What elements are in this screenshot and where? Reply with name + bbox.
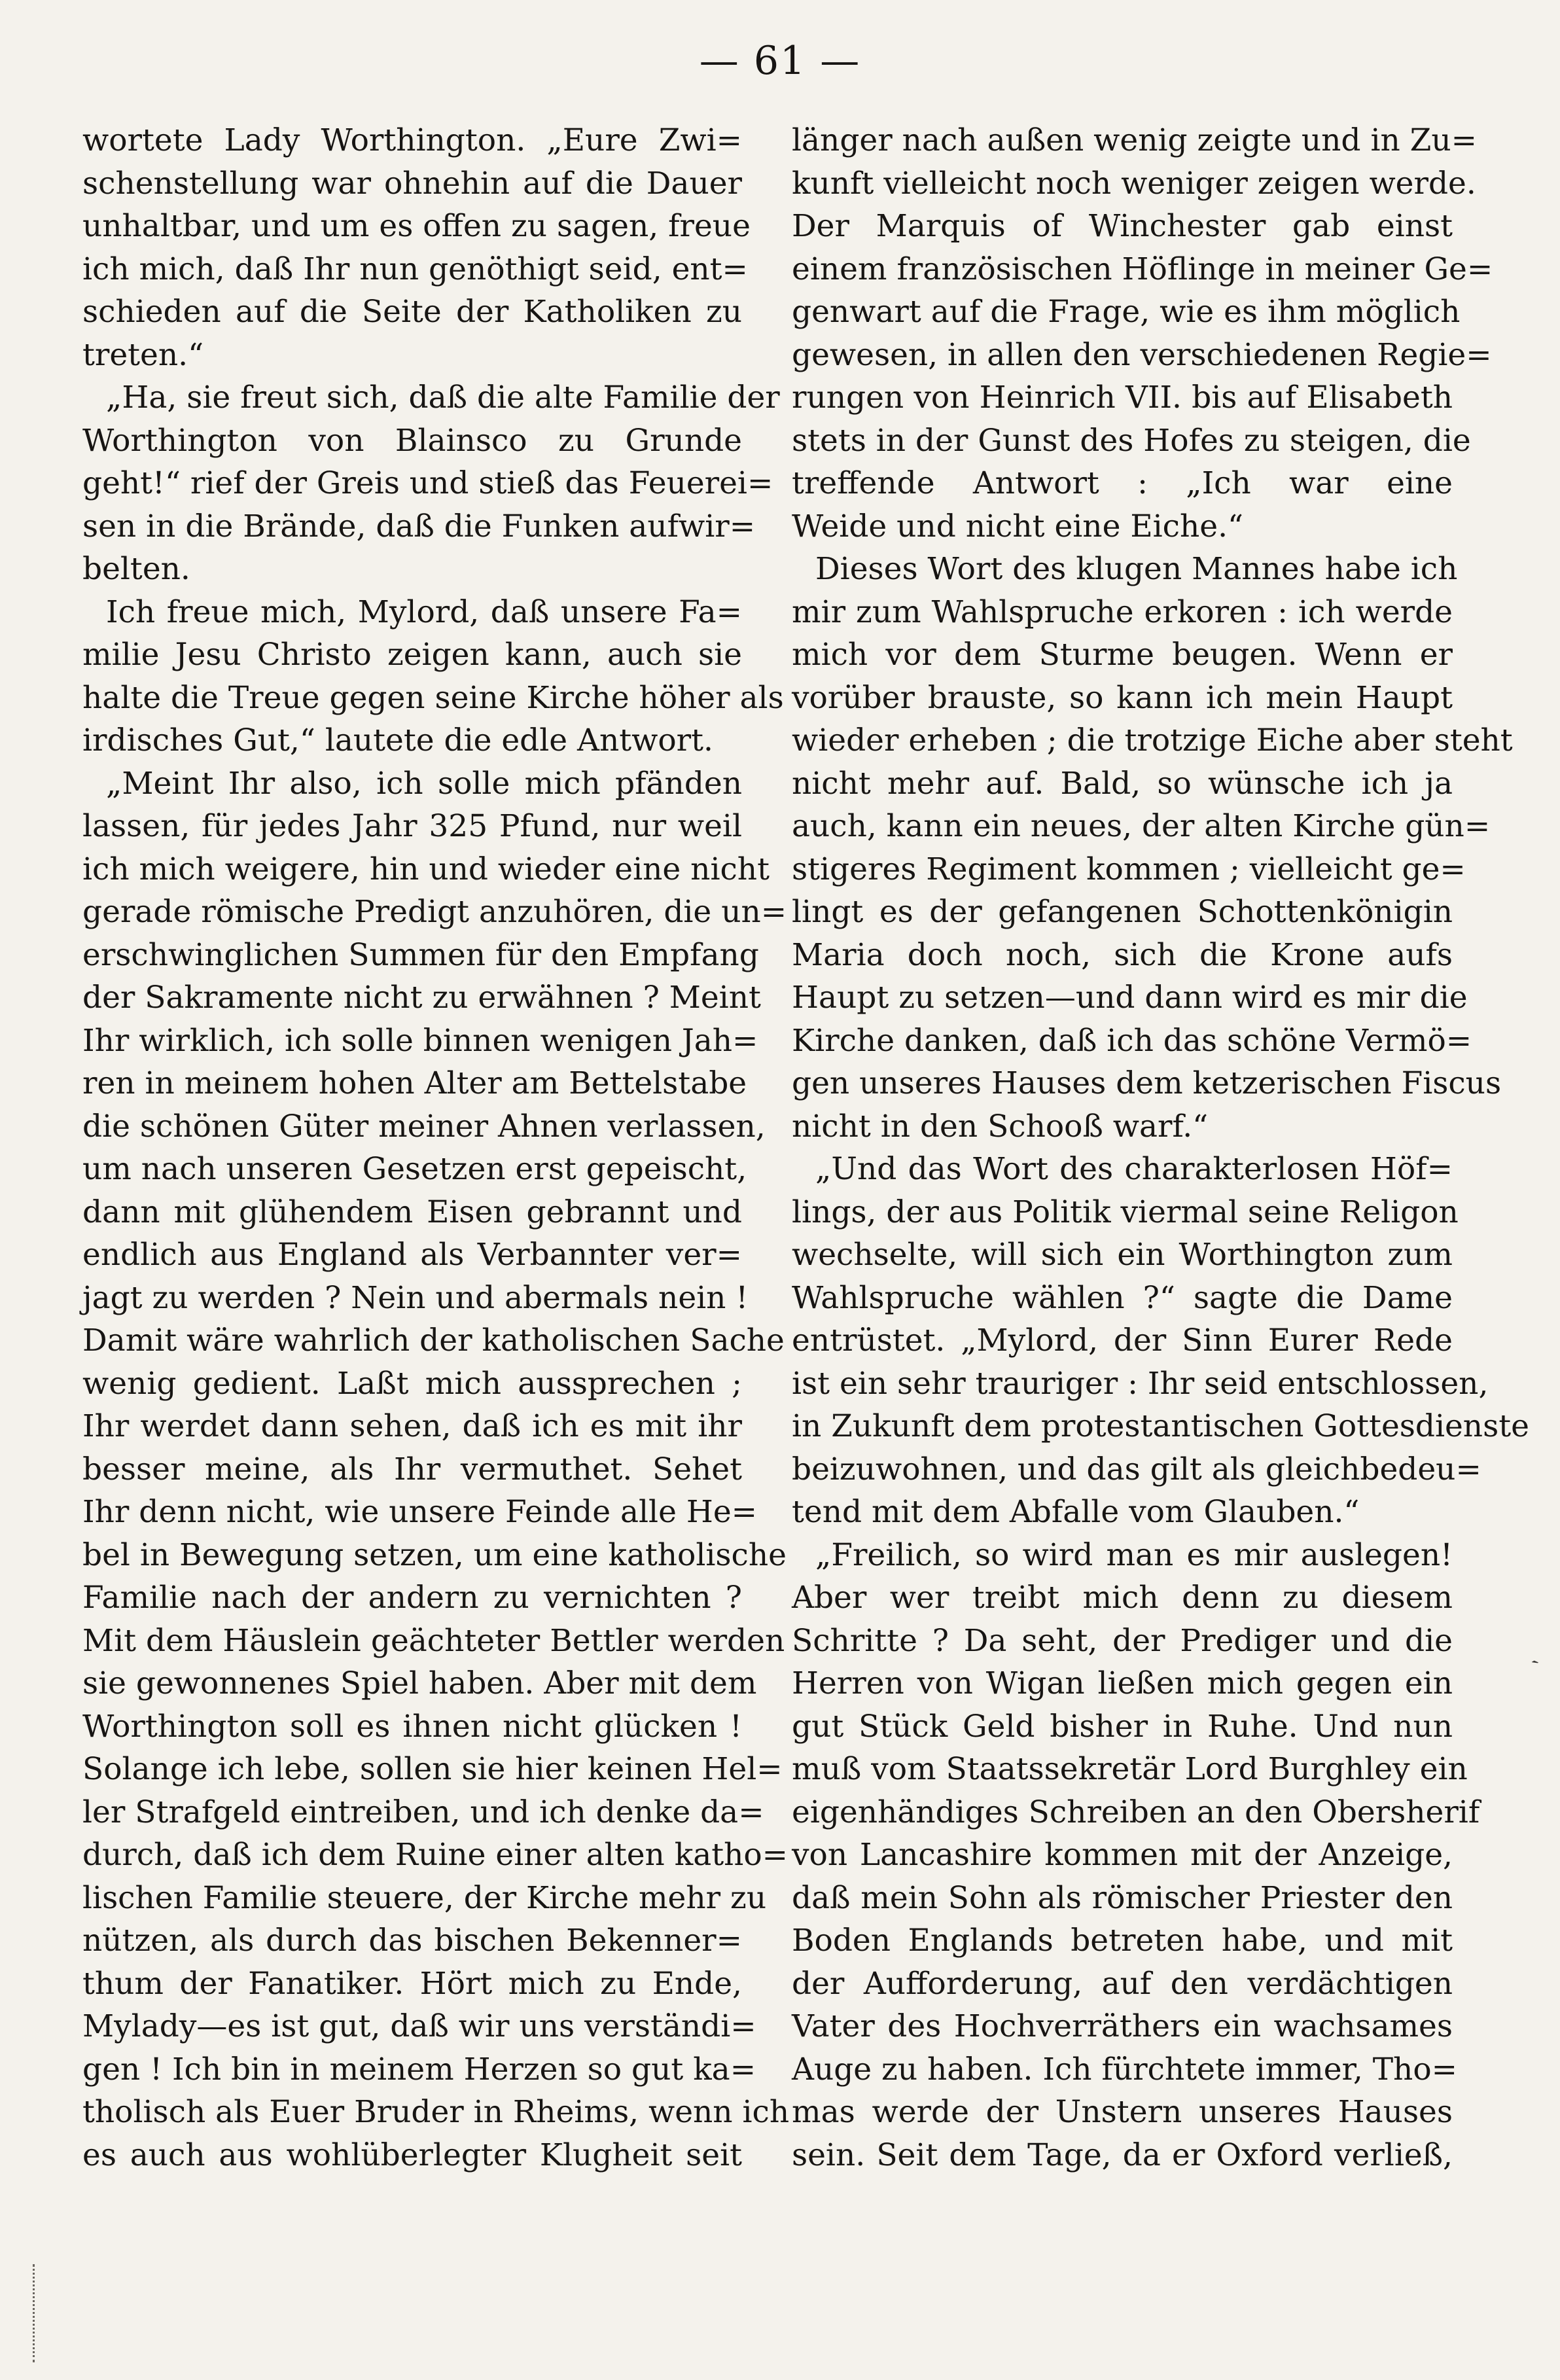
text-line: daß mein Sohn als römischer Priester den (792, 1879, 1453, 1916)
text-line: lings, der aus Politik viermal seine Religon (792, 1194, 1459, 1230)
text-line: Weide und nicht eine Eiche.“ (792, 508, 1244, 544)
text-line: Wahlspruche wählen ?“ sagte die Dame (792, 1279, 1453, 1316)
text-line: in Zukunft dem protestantischen Gottesdienste (792, 1408, 1529, 1444)
text-line: mich vor dem Sturme beugen. Wenn er (792, 637, 1453, 673)
text-line: sein. Seit dem Tage, da er Oxford verließ, (792, 2137, 1453, 2173)
text-line: Dieses Wort des klugen Mannes habe ich (815, 551, 1458, 587)
text-line: Ihr denn nicht, wie unsere Feinde alle He= (82, 1494, 758, 1530)
text-line: wenig gedient. Laßt mich aussprechen ; (82, 1365, 742, 1402)
text-line: ist ein sehr trauriger : Ihr seid entschlossen, (792, 1365, 1489, 1402)
text-line: thum der Fanatiker. Hört mich zu Ende, (82, 1965, 742, 2002)
text-line: ich mich, daß Ihr nun genöthigt seid, ent= (82, 251, 748, 287)
text-line: Herren von Wigan ließen mich gegen ein (792, 1665, 1453, 1701)
text-line: lingt es der gefangenen Schottenkönigin (792, 894, 1453, 930)
text-line: Solange ich lebe, sollen sie hier keinen Hel= (82, 1751, 783, 1787)
text-line: treten.“ (82, 336, 204, 373)
text-line: beizuwohnen, und das gilt als gleichbedeu= (792, 1451, 1481, 1487)
text-line: nicht mehr auf. Bald, so wünsche ich ja (792, 765, 1453, 802)
text-line: von Lancashire kommen mit der Anzeige, (792, 1837, 1453, 1873)
text-line: halte die Treue gegen seine Kirche höher als (82, 679, 784, 716)
text-line: Kirche danken, daß ich das schöne Vermö= (792, 1022, 1472, 1059)
text-line: wieder erheben ; die trotzige Eiche aber steht (792, 722, 1513, 758)
text-line: sen in die Brände, daß die Funken aufwir= (82, 508, 756, 544)
text-line: Worthington von Blainsco zu Grunde (82, 422, 742, 459)
text-line: Haupt zu setzen—und dann wird es mir die (792, 980, 1468, 1016)
text-line: lischen Familie steuere, der Kirche mehr zu (82, 1879, 767, 1916)
text-line: Maria doch noch, sich die Krone aufs (792, 936, 1453, 973)
text-line: ich mich weigere, hin und wieder eine nicht (82, 851, 770, 887)
text-line: ler Strafgeld eintreiben, und ich denke da= (82, 1794, 764, 1830)
text-line: nützen, als durch das bischen Bekenner= (82, 1923, 742, 1959)
text-line: Der Marquis of Winchester gab einst (792, 208, 1453, 244)
right-text-column (792, 119, 1529, 2176)
text-line: rungen von Heinrich VII. bis auf Elisabeth (792, 380, 1453, 416)
text-line: Auge zu haben. Ich fürchtete immer, Tho= (792, 2051, 1457, 2087)
text-line: dann mit glühendem Eisen gebrannt und (82, 1194, 742, 1230)
text-line: eigenhändiges Schreiben an den Obersherif (792, 1794, 1480, 1830)
text-line: Damit wäre wahrlich der katholischen Sache (82, 1323, 785, 1359)
text-line: geht!“ rief der Greis und stieß das Feuerei= (82, 465, 773, 501)
text-line: Mylady—es ist gut, daß wir uns verständi= (82, 2008, 756, 2044)
text-line: tholisch als Euer Bruder in Rheims, wenn ich (82, 2094, 790, 2130)
text-line: der Sakramente nicht zu erwähnen ? Meint (82, 980, 761, 1016)
text-line: Aber wer treibt mich denn zu diesem (792, 1580, 1453, 1616)
text-line: schieden auf die Seite der Katholiken zu (82, 294, 742, 330)
text-line: der Aufforderung, auf den verdächtigen (792, 1965, 1453, 2002)
text-line: einem französischen Höflinge in meiner Ge= (792, 251, 1493, 287)
text-line: gerade römische Predigt anzuhören, die un= (82, 894, 787, 930)
text-line: auch, kann ein neues, der alten Kirche gün= (792, 808, 1491, 844)
text-line: vorüber brauste, so kann ich mein Haupt (792, 679, 1453, 716)
text-line: stets in der Gunst des Hofes zu steigen, die (792, 422, 1471, 459)
text-line: besser meine, als Ihr vermuthet. Sehet (82, 1451, 742, 1487)
text-line: Mit dem Häuslein geächteter Bettler werden (82, 1622, 785, 1659)
text-line: nicht in den Schooß warf.“ (792, 1108, 1209, 1145)
text-line: treffende Antwort : „Ich war eine (792, 465, 1453, 501)
text-line: die schönen Güter meiner Ahnen verlassen, (82, 1108, 766, 1145)
text-line: es auch aus wohlüberlegter Klugheit seit (82, 2137, 742, 2173)
text-line: Ihr werdet dann sehen, daß ich es mit ihr (82, 1408, 742, 1444)
text-line: belten. (82, 551, 190, 587)
text-line: irdisches Gut,“ lautete die edle Antwort. (82, 722, 713, 758)
text-line: „Meint Ihr also, ich solle mich pfänden (106, 765, 742, 802)
text-line: Boden Englands betreten habe, und mit (792, 1923, 1453, 1959)
text-line: mir zum Wahlspruche erkoren : ich werde (792, 594, 1453, 630)
text-line: unhaltbar, und um es offen zu sagen, freue (82, 208, 751, 244)
text-line: stigeres Regiment kommen ; vielleicht ge= (792, 851, 1466, 887)
text-line: lassen, für jedes Jahr 325 Pfund, nur weil (82, 808, 742, 844)
text-line: jagt zu werden ? Nein und abermals nein ! (82, 1279, 749, 1316)
page-number: — 61 — (699, 38, 861, 84)
text-line: schenstellung war ohnehin auf die Dauer (82, 165, 742, 202)
left-text-column (82, 119, 790, 2176)
text-line: gen unseres Hauses dem ketzerischen Fiscus (792, 1065, 1502, 1101)
text-line: kunft vielleicht noch weniger zeigen werde. (792, 165, 1476, 202)
text-line: muß vom Staatssekretär Lord Burghley ein (792, 1751, 1468, 1787)
text-line: Schritte ? Da seht, der Prediger und die (792, 1622, 1453, 1659)
text-line: ren in meinem hohen Alter am Bettelstabe (82, 1065, 747, 1101)
text-line: milie Jesu Christo zeigen kann, auch sie (82, 637, 742, 673)
text-line: gen ! Ich bin in meinem Herzen so gut ka= (82, 2051, 756, 2087)
text-line: entrüstet. „Mylord, der Sinn Eurer Rede (792, 1323, 1453, 1359)
text-line: Ich freue mich, Mylord, daß unsere Fa= (106, 594, 742, 630)
text-line: gewesen, in allen den verschiedenen Regie= (792, 336, 1492, 373)
text-line: erschwinglichen Summen für den Empfang (82, 936, 759, 973)
text-line: um nach unseren Gesetzen erst gepeischt, (82, 1151, 747, 1187)
text-line: mas werde der Unstern unseres Hauses (792, 2094, 1453, 2130)
text-line: wechselte, will sich ein Worthington zum (792, 1237, 1453, 1273)
text-line: Worthington soll es ihnen nicht glücken ! (82, 1708, 742, 1745)
text-line: sie gewonnenes Spiel haben. Aber mit dem (82, 1665, 757, 1701)
text-line: länger nach außen wenig zeigte und in Zu= (792, 122, 1477, 158)
text-line: Familie nach der andern zu vernichten ? (82, 1580, 742, 1616)
text-line: „Freilich, so wird man es mir auslegen! (815, 1536, 1453, 1573)
text-line: durch, daß ich dem Ruine einer alten katho= (82, 1837, 789, 1873)
text-line: Ihr wirklich, ich solle binnen wenigen Jah= (82, 1022, 758, 1059)
text-line: „Und das Wort des charakterlosen Höf= (815, 1151, 1453, 1187)
text-line: genwart auf die Frage, wie es ihm möglich (792, 294, 1461, 330)
text-line: endlich aus England als Verbannter ver= (82, 1237, 742, 1273)
margin-pen-mark: ˏ (1517, 1636, 1541, 1667)
page-edge-dots (33, 2264, 39, 2362)
text-line: tend mit dem Abfalle vom Glauben.“ (792, 1494, 1360, 1530)
text-line: „Ha, sie freut sich, daß die alte Familie der (106, 380, 780, 416)
text-line: wortete Lady Worthington. „Eure Zwi= (82, 122, 742, 158)
text-line: Vater des Hochverräthers ein wachsames (792, 2008, 1453, 2044)
text-line: bel in Bewegung setzen, um eine katholische (82, 1536, 787, 1573)
text-line: gut Stück Geld bisher in Ruhe. Und nun (792, 1708, 1453, 1745)
